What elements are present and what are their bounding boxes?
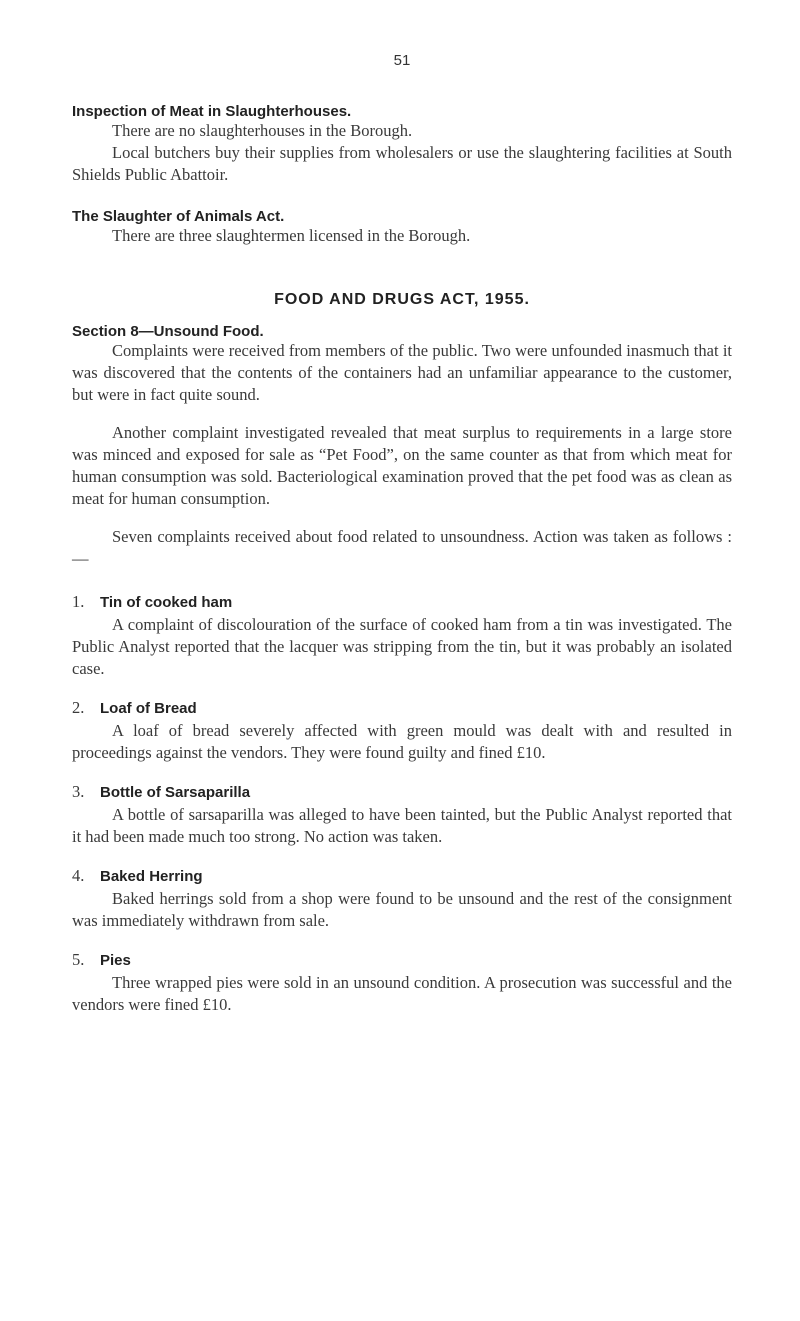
slaughterhouses-section bbox=[72, 103, 732, 186]
item-text: Baked herrings sold from a shop were found to be unsound and the rest of the consignment was immediately withdrawn from sale. bbox=[72, 889, 732, 930]
food-drugs-paragraph-3: Seven complaints received about food related to unsoundness. Action was taken as follows :— bbox=[72, 527, 732, 568]
item-title: Tin of cooked ham bbox=[100, 594, 233, 611]
item-number: 4. bbox=[72, 866, 85, 885]
slaughter-act-paragraph: There are three slaughtermen licensed in the Borough. bbox=[112, 226, 471, 245]
list-item bbox=[72, 592, 732, 680]
food-drugs-paragraph-1: Complaints were received from members of the public. Two were unfounded inasmuch that it was discovered that the contents of the containers had an unfamiliar appearance to the customer, but were in fact quite sound. bbox=[72, 341, 732, 404]
item-title: Loaf of Bread bbox=[100, 700, 197, 717]
section-8-heading: Section 8—Unsound Food. bbox=[72, 323, 264, 340]
item-text: Three wrapped pies were sold in an unsound condition. A prosecution was successful and the vendors were fined £10. bbox=[72, 973, 732, 1014]
slaughterhouses-paragraph-2: Local butchers buy their supplies from wholesalers or use the slaughtering facilities at South Shields Public Abattoir. bbox=[72, 143, 732, 184]
item-number: 5. bbox=[72, 950, 85, 969]
item-number: 1. bbox=[72, 592, 85, 611]
item-text: A bottle of sarsaparilla was alleged to have been tainted, but the Public Analyst reported that it had been made much too strong. No action was taken. bbox=[72, 805, 732, 846]
item-text: A complaint of discolouration of the surface of cooked ham from a tin was investigated. The Public Analyst reported that the lacquer was stripping from the tin, but it was probably an isolated case. bbox=[72, 615, 732, 678]
document-page bbox=[72, 52, 732, 1034]
slaughter-act-heading: The Slaughter of Animals Act. bbox=[72, 208, 285, 225]
list-item bbox=[72, 866, 732, 932]
list-item bbox=[72, 950, 732, 1016]
list-item bbox=[72, 698, 732, 764]
food-drugs-paragraph-2: Another complaint investigated revealed that meat surplus to requirements in a large store was minced and exposed for sale as “Pet Food”, on the same counter as that from which meat for human consumption was sold. Bacteriological examination proved that the pet food was as clean as meat for human consumption. bbox=[72, 423, 732, 508]
food-drugs-section bbox=[72, 291, 732, 570]
slaughterhouses-paragraph-1: There are no slaughterhouses in the Borough. bbox=[112, 121, 413, 140]
item-title: Baked Herring bbox=[100, 868, 203, 885]
page-number: 51 bbox=[393, 52, 411, 69]
item-title: Bottle of Sarsaparilla bbox=[100, 784, 251, 801]
list-item bbox=[72, 782, 732, 848]
item-number: 3. bbox=[72, 782, 85, 801]
item-number: 2. bbox=[72, 698, 85, 717]
item-text: A loaf of bread severely affected with green mould was dealt with and resulted in proceedings against the vendors. They were found guilty and fined £10. bbox=[72, 721, 732, 762]
food-drugs-heading: FOOD AND DRUGS ACT, 1955. bbox=[274, 291, 530, 308]
slaughterhouses-heading: Inspection of Meat in Slaughterhouses. bbox=[72, 103, 352, 120]
item-title: Pies bbox=[100, 952, 131, 969]
slaughter-act-section bbox=[72, 208, 732, 247]
